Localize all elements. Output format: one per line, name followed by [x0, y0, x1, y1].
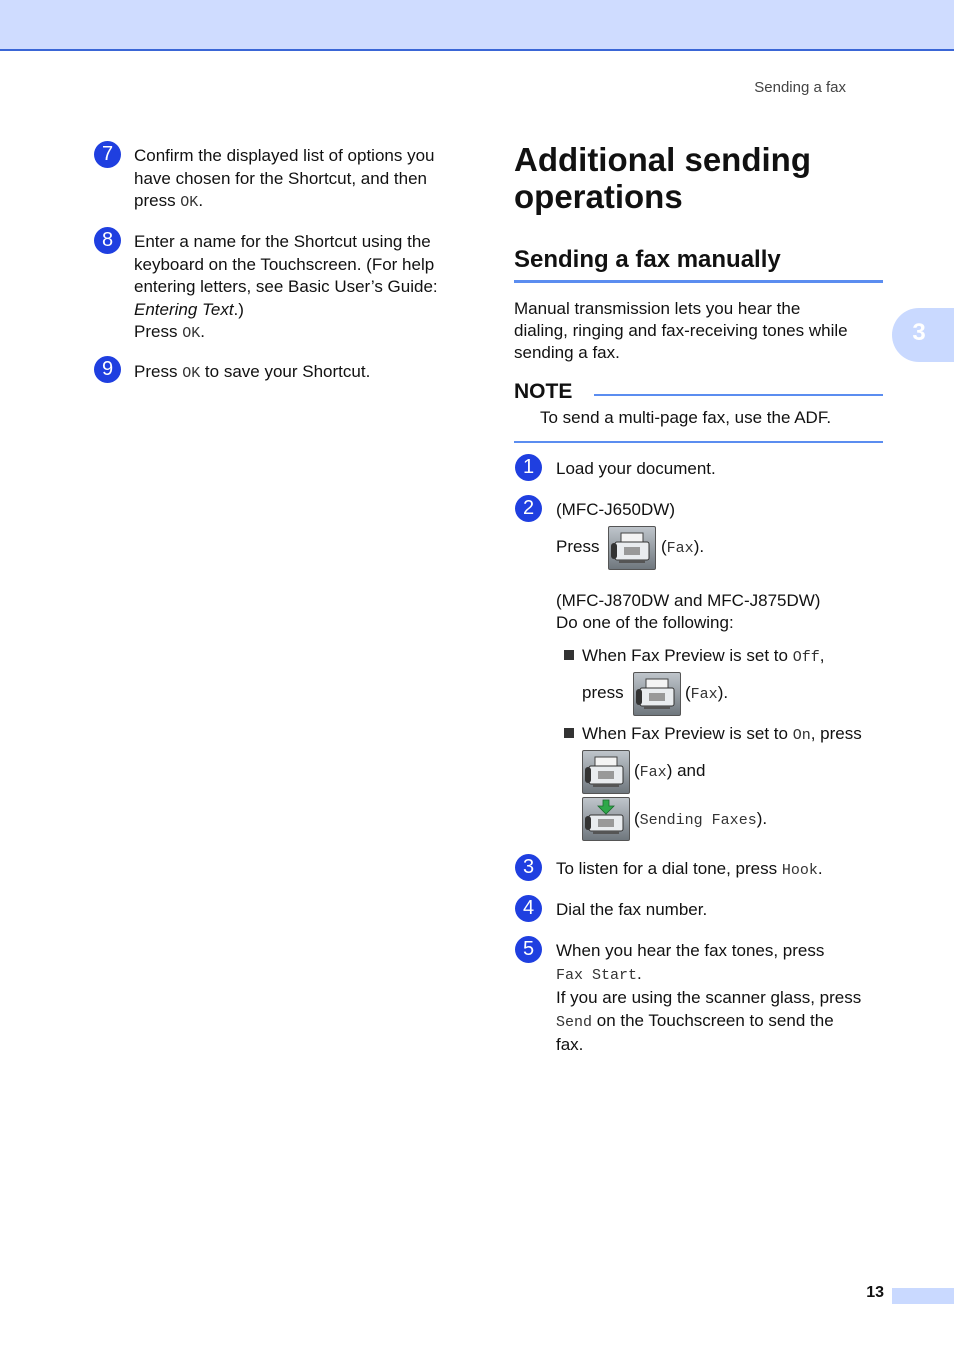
- step-line: have chosen for the Shortcut, and then: [134, 168, 427, 188]
- text: To listen for a dial tone, press: [556, 859, 782, 878]
- intro-line: Manual transmission lets you hear the: [514, 299, 801, 318]
- step-number-badge: 7: [94, 141, 121, 168]
- note-text: To send a multi-page fax, use the ADF.: [540, 408, 832, 427]
- section-rule: [514, 280, 883, 283]
- fax-key: Fax: [666, 540, 694, 557]
- press-label: press: [582, 683, 624, 702]
- sending-faxes-inline: [634, 809, 767, 829]
- fax-machine-icon: [583, 751, 629, 793]
- step-1-text: Load your document.: [556, 459, 716, 478]
- text: Press: [134, 322, 183, 341]
- page-number: 13: [866, 1284, 884, 1301]
- section-title: Sending a fax manually: [514, 246, 781, 273]
- step-number-badge: 4: [515, 895, 542, 922]
- on-key: On: [792, 727, 811, 744]
- step-5-text: [556, 940, 886, 1057]
- intro-line: sending a fax.: [514, 343, 620, 362]
- running-head: Sending a fax: [754, 79, 846, 96]
- fax-key: Fax: [690, 686, 718, 703]
- text: (: [685, 683, 691, 702]
- fax-inline: [661, 537, 704, 557]
- model-label: (MFC-J870DW and MFC-J875DW): [556, 591, 821, 610]
- step-number-badge: 2: [515, 495, 542, 522]
- top-band: [0, 0, 954, 51]
- step-number-badge: 3: [515, 854, 542, 881]
- step-line: [556, 963, 886, 988]
- step-line: [134, 190, 464, 215]
- text: When Fax Preview is set to: [582, 646, 793, 665]
- step-3-text: [556, 859, 823, 879]
- text: ).: [717, 683, 729, 702]
- step-4-text: Dial the fax number.: [556, 900, 708, 919]
- step-line: Enter a name for the Shortcut using the: [134, 232, 431, 251]
- step-line: keyboard on the Touchscreen. (For help: [134, 254, 435, 274]
- bullet-icon: [564, 650, 574, 660]
- fax-machine-icon: [634, 673, 680, 715]
- step-line: When you hear the fax tones, press: [556, 941, 825, 960]
- bullet-text: [582, 646, 824, 666]
- text: When Fax Preview is set to: [582, 724, 793, 743]
- chapter-number: 3: [912, 319, 926, 346]
- step-number-badge: 5: [515, 936, 542, 963]
- page-band: [892, 1288, 954, 1304]
- text: (: [634, 809, 640, 828]
- fax-button[interactable]: [608, 526, 656, 570]
- text: ).: [693, 537, 705, 556]
- section-intro: [514, 298, 884, 364]
- text: on the Touchscreen to send the: [592, 1010, 834, 1030]
- text: .: [637, 963, 642, 983]
- step-line: [134, 299, 464, 322]
- sending-faxes-button[interactable]: [582, 797, 630, 841]
- reference-link: Entering Text: [134, 299, 234, 319]
- instruction: Do one of the following:: [556, 613, 734, 632]
- note-rule: [514, 441, 883, 443]
- text: ) and: [666, 761, 706, 780]
- title-line: Additional sending: [514, 141, 811, 178]
- step-text: [134, 231, 464, 346]
- page-title: [514, 141, 894, 215]
- text: , press: [810, 724, 862, 743]
- step-number-badge: 9: [94, 356, 121, 383]
- step-text: [134, 145, 464, 215]
- chapter-tab: [892, 308, 954, 362]
- fax-inline: [634, 761, 705, 781]
- fax-inline: [685, 683, 728, 703]
- send-key: Send: [556, 1013, 593, 1031]
- step-line: Confirm the displayed list of options you: [134, 146, 435, 165]
- bullet-text: [582, 724, 862, 744]
- text: ,: [819, 646, 825, 665]
- note-label: NOTE: [514, 380, 573, 403]
- step-number-badge: 8: [94, 227, 121, 254]
- intro-line: dialing, ringing and fax-receiving tones while: [514, 321, 848, 340]
- hook-key: Hook: [781, 862, 818, 879]
- press-label: Press: [556, 537, 600, 556]
- text: press: [134, 191, 181, 210]
- step-line: [134, 321, 464, 346]
- bullet-icon: [564, 728, 574, 738]
- text: (: [634, 761, 640, 780]
- fax-machine-icon: [609, 527, 655, 569]
- model-label: (MFC-J650DW): [556, 500, 675, 519]
- note-rule: [594, 394, 883, 396]
- text: (: [661, 537, 667, 556]
- sending-faxes-key: Sending Faxes: [639, 812, 757, 829]
- sending-faxes-icon: [583, 798, 629, 840]
- text: .): [233, 299, 244, 319]
- text: Press: [134, 362, 183, 381]
- step-line: [556, 1010, 886, 1035]
- step-line: If you are using the scanner glass, press: [556, 988, 862, 1007]
- text: .: [198, 191, 204, 210]
- text: to save your Shortcut.: [200, 362, 371, 381]
- fax-button[interactable]: [633, 672, 681, 716]
- title-line: operations: [514, 178, 683, 215]
- ok-key: OK: [182, 365, 201, 382]
- step-number-badge: 1: [515, 454, 542, 481]
- ok-key: OK: [180, 194, 199, 211]
- ok-key: OK: [182, 325, 201, 342]
- step-line: fax.: [556, 1035, 584, 1054]
- fax-key: Fax: [639, 764, 667, 781]
- fax-button[interactable]: [582, 750, 630, 794]
- step-line: entering letters, see Basic User’s Guide:: [134, 277, 438, 296]
- text: .: [200, 322, 205, 341]
- step-text: [134, 361, 464, 386]
- off-key: Off: [792, 649, 820, 666]
- text: ).: [756, 809, 768, 828]
- fax-start-key: Fax Start: [556, 966, 638, 984]
- text: .: [817, 859, 823, 878]
